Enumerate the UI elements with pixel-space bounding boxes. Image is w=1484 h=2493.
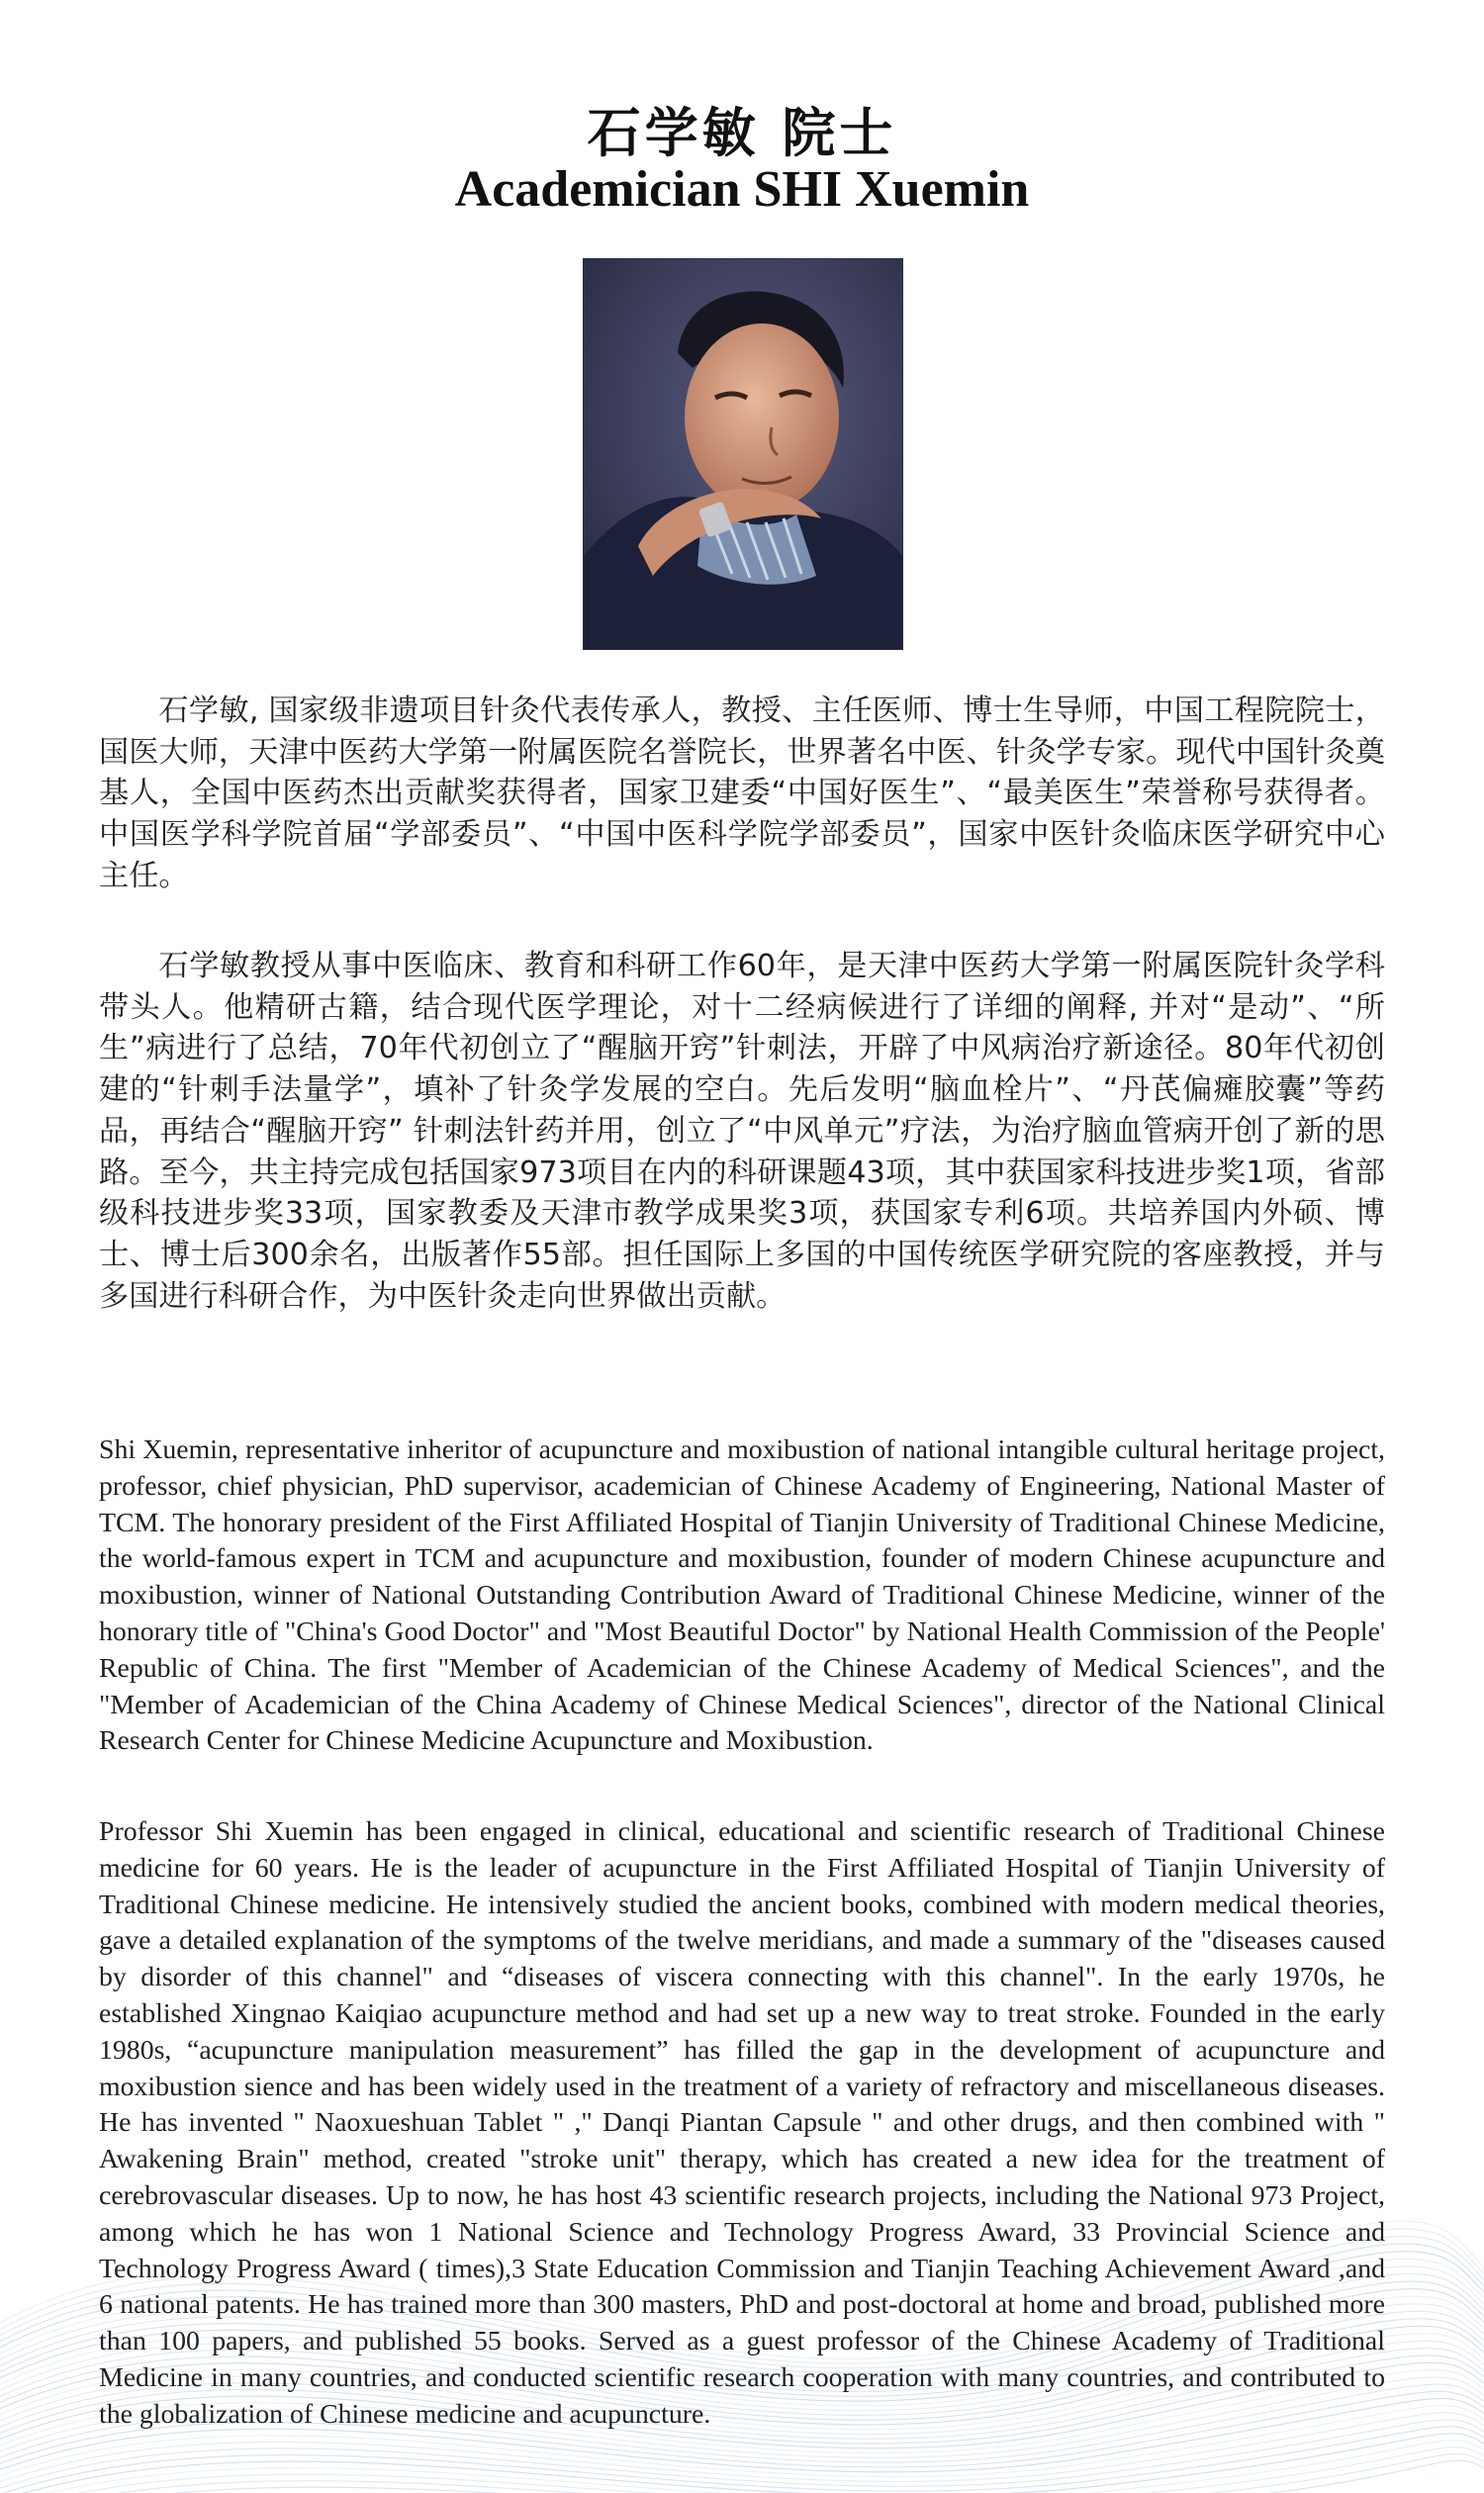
bio-en-paragraph-1: Shi Xuemin, representative inheritor of acupuncture and moxibustion of national intangible cultural heritage project, professor, chief physician, PhD supervisor, academician of Chinese Academy of Engineering, National Master of TCM. The honorary president of the First Affiliated Hospital of Tianjin University of Traditional Chinese Medicine, the world-famous expert in TCM and acupuncture and moxibustion, founder of modern Chinese acupuncture and moxibustion, winner of National Outstanding Contribution Award of Traditional Chinese Medicine, winner of the honorary title of "China's Good Doctor" and "Most Beautiful Doctor" by National Health Commission of the People' Republic of China. The first "Member of Academician of the Chinese Academy of Medical Sciences", and the "Member of Academician of the China Academy of Chinese Medical Sciences", director of the National Clinical Research Center for Chinese Medicine Acupuncture and Moxibustion.: [99, 1434, 1385, 1757]
portrait-photo-icon: [584, 259, 902, 649]
wave-line: [0, 2453, 1484, 2493]
page-title-english: Academician SHI Xuemin: [454, 161, 1030, 218]
page-title-chinese: 石学敏 院士: [587, 102, 897, 164]
bio-cn-paragraph-1: 石学敏, 国家级非遗项目针灸代表传承人，教授、主任医师、博士生导师，中国工程院院士，国医大师，天津中医药大学第一附属医院名誉院长，世界著名中医、针灸学专家。现代中国针灸奠基人，全国中医药杰出贡献奖获得者，国家卫建委“中国好医生”、“最美医生”荣誉称号获得者。中国医学科学院首届“学部委员”、“中国中医科学院学部委员”，国家中医针灸临床医学研究中心主任。: [99, 693, 1385, 893]
bio-cn-paragraph-2: 石学敏教授从事中医临床、教育和科研工作60年，是天津中医药大学第一附属医院针灸学科带头人。他精研古籍，结合现代医学理论，对十二经病候进行了详细的阐释, 并对“是动”、“所生”病进行了总结，70年代初创立了“醒脑开窍”针刺法，开辟了中风病治疗新途径。80年代初创建的“针刺手法量学”，填补了针灸学发展的空白。先后发明“脑血栓片”、“丹芪偏瘫胶囊”等药品，再结合“醒脑开窍” 针刺法针药并用，创立了“中风单元”疗法，为治疗脑血管病开创了新的思路。至今，共主持完成包括国家973项目在内的科研课题43项，其中获国家科技进步奖1项，省部级科技进步奖33项，国家教委及天津市教学成果奖3项，获国家专利6项。共培养国内外硕、博士、博士后300余名，出版著作55部。担任国际上多国的中国传统医学研究院的客座教授，并与多国进行科研合作，为中医针灸走向世界做出贡献。: [99, 949, 1385, 1314]
bio-en-paragraph-2: Professor Shi Xuemin has been engaged in clinical, educational and scientific research of Traditional Chinese medicine for 60 years. He is the leader of acupuncture in the First Affiliated Hospital of Tianjin University of Traditional Chinese medicine. He intensively studied the ancient books, combined with modern medical theories, gave a detailed explanation of the symptoms of the twelve meridians, and made a summary of the "diseases caused by disorder of this channel" and “diseases of viscera connecting with this channel". In the early 1970s, he established Xingnao Kaiqiao acupuncture method and had set up a new way to treat stroke. Founded in the early 1980s, “acupuncture manipulation measurement” has filled the gap in the development of acupuncture and moxibustion sience and has been widely used in the treatment of a variety of refractory and miscellaneous diseases. He has invented " Naoxueshuan Tablet " ," Danqi Piantan Capsule " and other drugs, and then combined with " Awakening Brain" method, created "stroke unit" therapy, which has created a new idea for the treatment of cerebrovascular diseases. Up to now, he has host 43 scientific research projects, including the National 973 Project, among which he has won 1 National Science and Technology Progress Award, 33 Provincial Science and Technology Progress Award ( times),3 State Education Commission and Tianjin Teaching Achievement Award ,and 6 national patents. He has trained more than 300 masters, PhD and post-doctoral at home and broad, published more than 100 papers, and published 55 books. Served as a guest professor of the Chinese Academy of Traditional Medicine in many countries, and conducted scientific research cooperation with many countries, and contributed to the globalization of Chinese medicine and acupuncture.: [99, 1816, 1385, 2430]
